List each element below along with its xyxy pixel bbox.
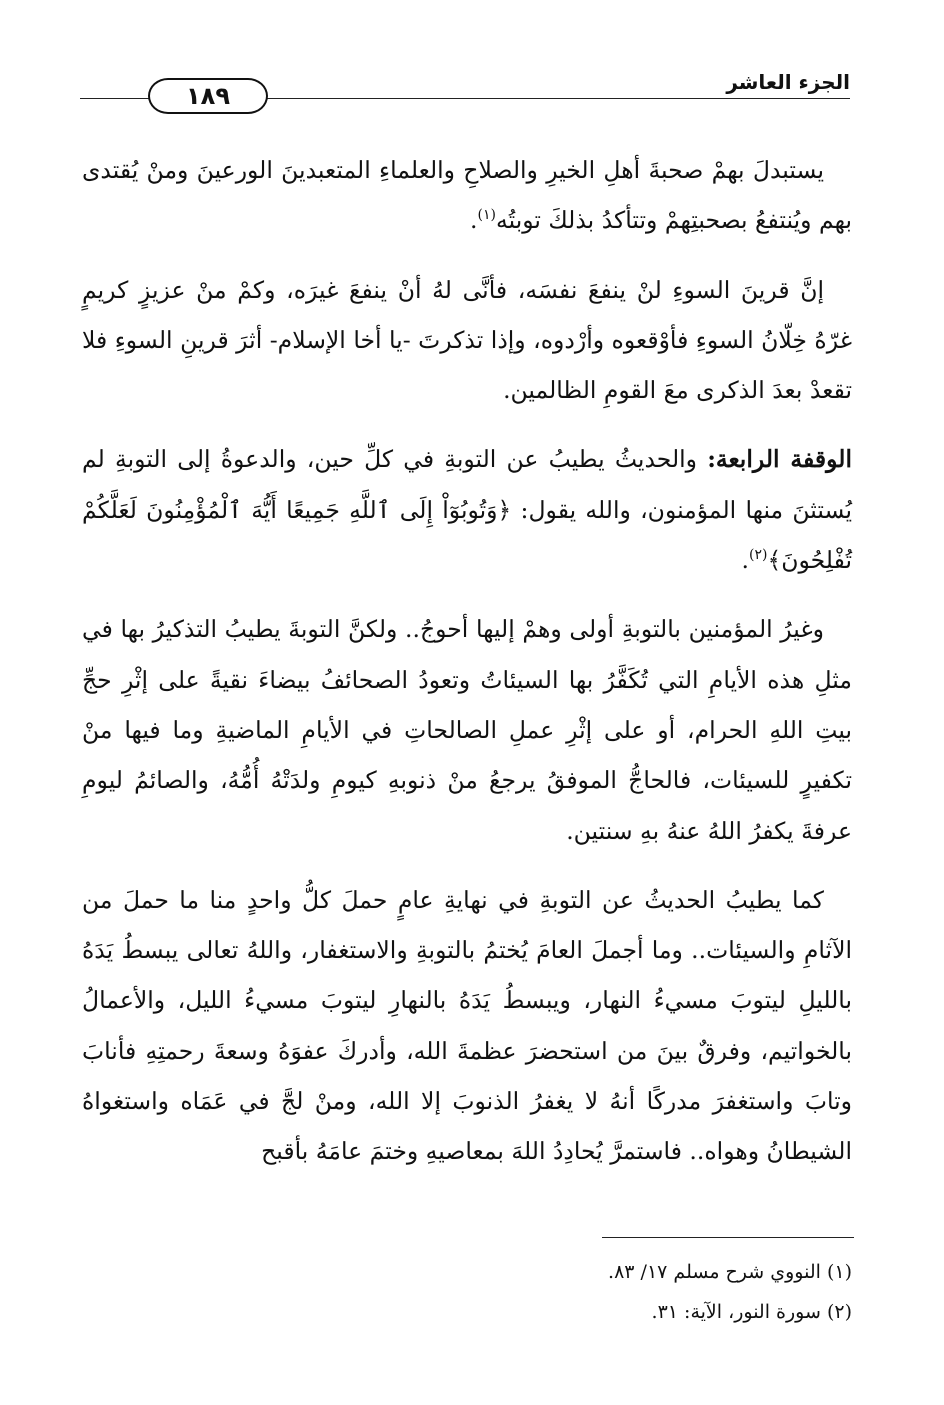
paragraph-text: وغيرُ المؤمنين بالتوبةِ أولى وهمْ إليها أحوجُ.. ولكنَّ التوبةَ يطيبُ التذكيرُ بها في مثلِ هذه الأيامِ التي تُكَفَّرُ بها السيئاتُ وتعودُ الصحائفُ بيضاءَ نقيةً على إثْرِ حجِّ بيتِ اللهِ الحرام، أو على إثْرِ عملِ الصالحاتِ في الأيامِ الماضيةِ وما فيها منْ تكفيرٍ للسيئات، فالحاجُّ الموفقُ يرجعُ منْ ذنوبهِ كيومِ ولدَتْهُ أُمُّهُ، والصائمُ ليومِ عرفةَ يكفرُ اللهُ عنهُ بهِ سنتين. (82, 615, 852, 845)
paragraph-text: إنَّ قرينَ السوءِ لنْ ينفعَ نفسَه، فأنَّى لهُ أنْ ينفعَ غيرَه، وكمْ منْ عزيزٍ كريمٍ غرّهُ خِلّانُ السوءِ فأوْقعوه وأرْدوه، وإذا تذكرتَ -يا أخا الإسلام- أثرَ قرينِ السوءِ فلا تقعدْ بعدَ الذكرى معَ القومِ الظالمين. (82, 275, 852, 405)
page-header (80, 58, 850, 138)
footnote-rule (602, 1237, 854, 1238)
footnote-ref-2[interactable]: (٢) (748, 547, 768, 564)
paragraph-text: يستبدلَ بهمْ صحبةَ أهلِ الخيرِ والصلاحِ والعلماءِ المتعبدينَ الورعينَ ومنْ يُقتدى بهم ويُنتفعُ بصحبتِهمْ وتتأكدُ بذلكَ توبتُه (82, 156, 852, 235)
page-number: ١٨٩ (186, 82, 230, 110)
footnote-1: (١) النووي شرح مسلم ١٧/ ٨٣. (608, 1261, 852, 1283)
footnote-ref-1[interactable]: (١) (477, 207, 496, 224)
footnote-2: (٢) سورة النور، الآية: ٣١. (651, 1301, 852, 1323)
paragraph-text: كما يطيبُ الحديثُ عن التوبةِ في نهايةِ عامٍ حملَ كلُّ واحدٍ منا ما حملَ من الآثامِ والسيئات.. وما أجملَ العامَ يُختمُ بالتوبةِ والاستغفار، واللهُ تعالى يبسطُ يَدَهُ بالليلِ ليتوبَ مسيءُ النهار، ويبسطُ يَدَهُ بالنهارِ ليتوبَ مسيءُ الليل، والأعمالُ بالخواتيم، وفرقٌ بينَ من استحضرَ عظمةَ الله، وأدركَ عفوَهُ وسعةَ رحمتِهِ فأنابَ وتابَ واستغفرَ مدركًا أنهُ لا يغفرُ الذنوبَ إلا الله، ومنْ لجَّ في عَمَاه واستغواهُ الشيطانُ وهواه.. فاستمرَّ يُحادِدُ اللهَ بمعاصيهِ وختمَ عامَهُ بأقبح (82, 885, 852, 1166)
page-number-badge (148, 78, 268, 114)
paragraph-3 (82, 434, 852, 585)
paragraph-4 (82, 604, 852, 855)
paragraph-text: والحديثُ يطيبُ عن التوبةِ في كلِّ حين، والدعوةُ إلى التوبةِ لم يُستثنَ منها المؤمنون، والله يقول: (82, 445, 852, 524)
paragraph-end: . (741, 546, 749, 575)
footnotes (252, 1252, 852, 1332)
paragraph-1 (82, 145, 852, 246)
body-text (82, 145, 852, 1196)
paragraph-2 (82, 265, 852, 416)
section-label: الوقفة الرابعة: (707, 445, 852, 474)
paragraph-5 (82, 875, 852, 1177)
quran-verse: ﴿وَتُوبُوٓاْ إِلَى ٱللَّهِ جَمِيعًا أَيُّهَ ٱلْمُؤْمِنُونَ لَعَلَّكُمْ تُفْلِحُونَ﴾ (82, 495, 852, 575)
paragraph-end: . (470, 206, 478, 235)
running-head: الجزء العاشر (726, 70, 850, 94)
